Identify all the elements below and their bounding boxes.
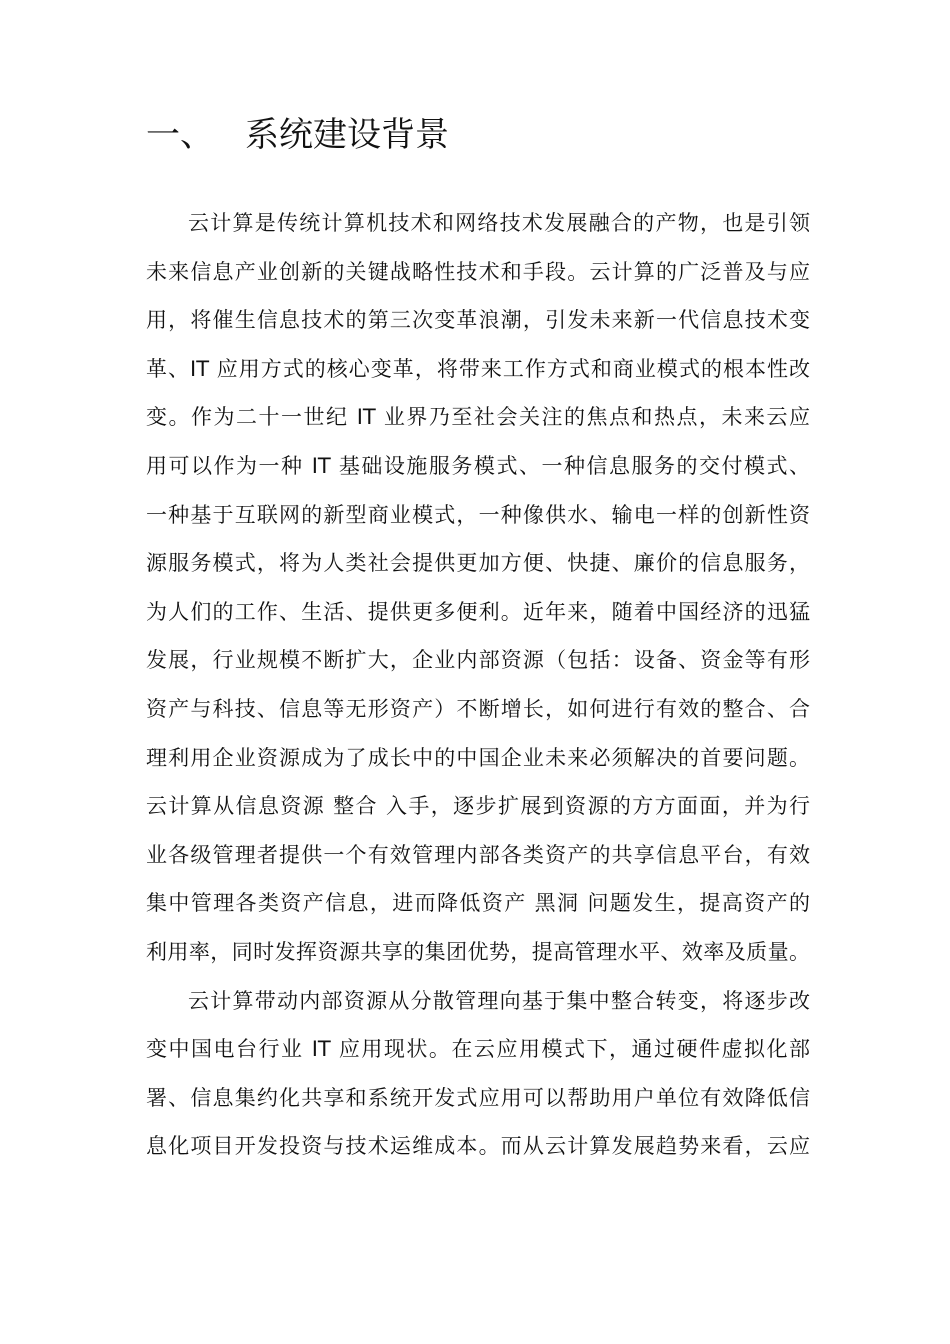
section-title: 系统建设背景	[245, 114, 449, 155]
paragraph-2	[146, 977, 810, 1171]
text-line: 用，将催生信息技术的第三次变革浪潮，引发未来新一代信息技术变	[146, 308, 810, 333]
text-line: 资产与科技、信息等无形资产）不断增长，如何进行有效的整合、合	[146, 696, 810, 721]
text-line: 集中管理各类资产信息，进而降低资产 黑洞 问题发生，提高资产的	[146, 891, 810, 916]
text-line: 云计算是传统计算机技术和网络技术发展融合的产物，也是引领	[188, 211, 810, 235]
text-line: 用可以作为一种 IT 基础设施服务模式、一种信息服务的交付模式、	[146, 453, 810, 478]
text-line: 发展，行业规模不断扩大，企业内部资源（包括：设备、资金等有形	[146, 648, 810, 673]
text-line: 源服务模式，将为人类社会提供更加方便、快捷、廉价的信息服务，	[146, 551, 810, 576]
text-line: 息化项目开发投资与技术运维成本。而从云计算发展趋势来看，云应	[146, 1134, 810, 1159]
text-line: 云计算从信息资源 整合 入手，逐步扩展到资源的方方面面，并为行	[146, 794, 810, 819]
text-line: 业各级管理者提供一个有效管理内部各类资产的共享信息平台，有效	[146, 842, 810, 867]
text-line: 一种基于互联网的新型商业模式，一种像供水、输电一样的创新性资	[146, 502, 810, 527]
text-line: 云计算带动内部资源从分散管理向基于集中整合转变，将逐步改	[188, 988, 810, 1013]
paragraph-1	[146, 199, 810, 977]
text-line: 变中国电台行业 IT 应用现状。在云应用模式下，通过硬件虚拟化部	[146, 1037, 810, 1062]
text-line: 署、信息集约化共享和系统开发式应用可以帮助用户单位有效降低信	[146, 1085, 810, 1110]
text-line: 理利用企业资源成为了成长中的中国企业未来必须解决的首要问题。	[146, 745, 810, 770]
text-line: 为人们的工作、生活、提供更多便利。近年来，随着中国经济的迅猛	[146, 599, 810, 624]
body-text	[146, 199, 810, 1171]
text-line: 革、IT 应用方式的核心变革，将带来工作方式和商业模式的根本性改	[146, 356, 810, 381]
text-line: 利用率，同时发挥资源共享的集团优势，提高管理水平、效率及质量。	[146, 939, 810, 964]
section-number: 一、	[146, 114, 214, 155]
text-line: 变。作为二十一世纪 IT 业界乃至社会关注的焦点和热点，未来云应	[146, 405, 810, 430]
text-line: 未来信息产业创新的关键战略性技术和手段。云计算的广泛普及与应	[146, 259, 810, 284]
section-heading	[146, 106, 449, 156]
